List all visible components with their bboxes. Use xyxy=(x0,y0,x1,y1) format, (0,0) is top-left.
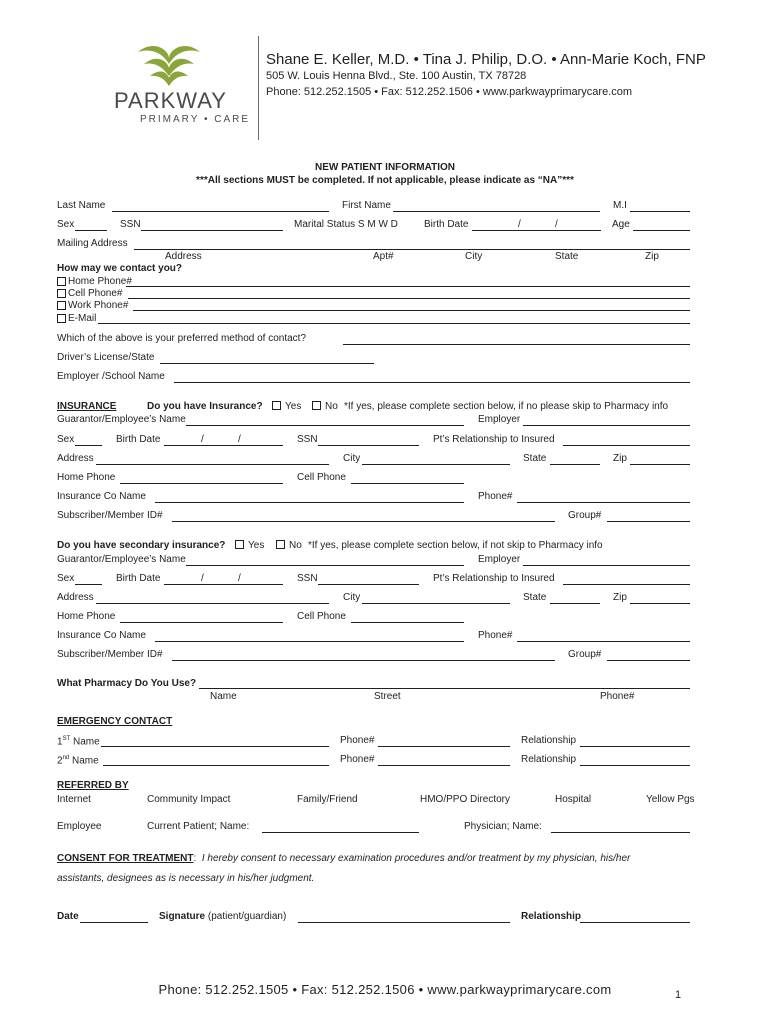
form-title: NEW PATIENT INFORMATION xyxy=(315,162,455,173)
cell-phone-field[interactable] xyxy=(128,298,690,299)
date-slash: / xyxy=(238,434,241,445)
secondary-note: *If yes, please complete section below, if not skip to Pharmacy info xyxy=(308,540,603,551)
date-slash: / xyxy=(238,573,241,584)
insurance-no-checkbox[interactable] xyxy=(312,401,321,410)
referred-physician-field[interactable] xyxy=(551,832,690,833)
ins-address-field[interactable] xyxy=(96,464,329,465)
emergency-first-relationship-field[interactable] xyxy=(580,746,690,747)
sec-group-label: Group# xyxy=(568,649,602,660)
sec-relationship-field[interactable] xyxy=(563,584,690,585)
work-phone-checkbox[interactable] xyxy=(57,301,66,310)
signature-field[interactable] xyxy=(298,922,510,923)
sec-address-label: Address xyxy=(57,592,94,603)
sec-cell-phone-label: Cell Phone xyxy=(297,611,346,622)
ins-zip-label: Zip xyxy=(613,453,627,464)
guarantor-label: Guarantor/Employee’s Name xyxy=(57,414,186,425)
referred-option-hospital[interactable]: Hospital xyxy=(555,794,592,805)
ins-group-label: Group# xyxy=(568,510,602,521)
relationship-field[interactable] xyxy=(580,922,690,923)
sec-ssn-field[interactable] xyxy=(318,584,419,585)
parkway-leaf-icon xyxy=(134,38,204,90)
drivers-license-field[interactable] xyxy=(160,363,374,364)
emergency-first-phone-label: Phone# xyxy=(340,735,375,746)
header-address: 505 W. Louis Henna Blvd., Ste. 100 Austin, TX 78728 xyxy=(266,70,527,82)
ins-member-id-label: Subscriber/Member ID# xyxy=(57,510,163,521)
emergency-second-phone-field[interactable] xyxy=(378,765,510,766)
sec-city-field[interactable] xyxy=(362,603,510,604)
sec-home-phone-label: Home Phone xyxy=(57,611,116,622)
ins-cell-phone-label: Cell Phone xyxy=(297,472,346,483)
signature-label: Signature (patient/guardian) xyxy=(159,911,287,922)
emergency-heading: EMERGENCY CONTACT xyxy=(57,716,173,727)
form-notice: ***All sections MUST be completed. If not applicable, please indicate as “NA”*** xyxy=(196,175,574,186)
ins-ssn-label: SSN xyxy=(297,434,318,445)
employer-school-field[interactable] xyxy=(174,382,690,383)
contact-question: How may we contact you? xyxy=(57,263,183,274)
ssn-label: SSN xyxy=(120,219,141,230)
ins-birth-date-label: Birth Date xyxy=(116,434,161,445)
email-label: E-Mail xyxy=(68,313,97,324)
preferred-contact-label: Which of the above is your preferred method of contact? xyxy=(57,333,307,344)
ins-group-field[interactable] xyxy=(607,521,690,522)
sec-birth-date-label: Birth Date xyxy=(116,573,161,584)
ins-city-field[interactable] xyxy=(362,464,510,465)
consent-heading: CONSENT FOR TREATMENT xyxy=(57,853,194,864)
ins-phone-label: Phone# xyxy=(478,491,513,502)
sec-zip-label: Zip xyxy=(613,592,627,603)
employer-school-label: Employer /School Name xyxy=(57,371,165,382)
emergency-first-phone-field[interactable] xyxy=(378,746,510,747)
mi-label: M.I xyxy=(613,200,627,211)
ins-home-phone-field[interactable] xyxy=(120,483,283,484)
apt-sublabel: Apt# xyxy=(373,251,394,262)
referred-physician-label: Physician; Name: xyxy=(464,821,542,832)
sec-group-field[interactable] xyxy=(607,660,690,661)
sec-sex-label: Sex xyxy=(57,573,75,584)
mailing-address-field[interactable] xyxy=(134,249,690,250)
insurance-note: *If yes, please complete section below, if no please skip to Pharmacy info xyxy=(344,401,669,412)
age-label: Age xyxy=(612,219,630,230)
sec-employer-field[interactable] xyxy=(523,565,690,566)
date-slash: / xyxy=(201,434,204,445)
referred-option-yellow-pages[interactable]: Yellow Pgs xyxy=(646,794,695,805)
sec-member-id-label: Subscriber/Member ID# xyxy=(57,649,163,660)
sec-cell-phone-field[interactable] xyxy=(351,622,464,623)
referred-employee[interactable]: Employee xyxy=(57,821,102,832)
ins-zip-field[interactable] xyxy=(630,464,690,465)
sex-label: Sex xyxy=(57,219,75,230)
home-phone-checkbox[interactable] xyxy=(57,277,66,286)
drivers-license-label: Driver’s License/State xyxy=(57,352,155,363)
home-phone-label: Home Phone# xyxy=(68,276,132,287)
emergency-first-relationship-label: Relationship xyxy=(521,735,577,746)
home-phone-field[interactable] xyxy=(126,286,690,287)
footer-contact: Phone: 512.252.1505 • Fax: 512.252.1506 • www.parkwayprimarycare.com xyxy=(158,982,612,997)
ins-sex-label: Sex xyxy=(57,434,75,445)
state-sublabel: State xyxy=(555,251,579,262)
secondary-no-label: No xyxy=(289,540,302,551)
ins-phone-field[interactable] xyxy=(517,502,690,503)
cell-phone-checkbox[interactable] xyxy=(57,289,66,298)
sec-relationship-label: Pt’s Relationship to Insured xyxy=(433,573,555,584)
email-field[interactable] xyxy=(98,323,690,324)
sec-ssn-label: SSN xyxy=(297,573,318,584)
marital-status-label: Marital Status S M W D xyxy=(294,219,398,230)
emergency-second-name-label: 2nd Name xyxy=(57,755,99,767)
date-label: Date xyxy=(57,911,79,922)
first-name-label: First Name xyxy=(342,200,391,211)
birth-date-label: Birth Date xyxy=(424,219,469,230)
ins-ssn-field[interactable] xyxy=(318,445,419,446)
date-field[interactable] xyxy=(80,922,148,923)
date-slash: / xyxy=(201,573,204,584)
sec-member-id-field[interactable] xyxy=(172,660,555,661)
referred-heading: REFERRED BY xyxy=(57,780,129,791)
insurance-yes-checkbox[interactable] xyxy=(272,401,281,410)
referred-option-family-friend[interactable]: Family/Friend xyxy=(297,794,358,805)
secondary-no-checkbox[interactable] xyxy=(276,540,285,549)
relationship-label: Relationship xyxy=(521,911,582,922)
consent-line-2: assistants, designees as is necessary in his/her judgment. xyxy=(57,873,315,884)
sec-employer-label: Employer xyxy=(478,554,521,565)
insurance-question: Do you have Insurance? xyxy=(147,401,263,412)
consent-text: I hereby consent to necessary examination procedures and/or treatment by my physician, his/her xyxy=(201,853,631,864)
consent-line-1: CONSENT FOR TREATMENT: I hereby consent to necessary examination procedures and/or treatment by my physician, his/her xyxy=(57,853,631,864)
referred-option-internet[interactable]: Internet xyxy=(57,794,91,805)
pharmacy-question: What Pharmacy Do You Use? xyxy=(57,678,197,689)
referred-current-patient-label: Current Patient; Name: xyxy=(147,821,250,832)
zip-sublabel: Zip xyxy=(645,251,659,262)
ins-home-phone-label: Home Phone xyxy=(57,472,116,483)
date-slash: / xyxy=(555,219,558,230)
emergency-second-relationship-field[interactable] xyxy=(580,765,690,766)
insurance-no-label: No xyxy=(325,401,338,412)
emergency-first-name-field[interactable] xyxy=(101,746,329,747)
mailing-address-label: Mailing Address xyxy=(57,238,128,249)
page-number: 1 xyxy=(675,989,682,1001)
emergency-first-name-label: 1ST Name xyxy=(57,736,100,748)
sec-zip-field[interactable] xyxy=(630,603,690,604)
referred-option-hmo-ppo[interactable]: HMO/PPO Directory xyxy=(420,794,511,805)
sec-city-label: City xyxy=(343,592,361,603)
ins-birth-date-field[interactable] xyxy=(164,445,283,446)
sec-state-label: State xyxy=(523,592,547,603)
ins-state-label: State xyxy=(523,453,547,464)
sec-company-field[interactable] xyxy=(155,641,464,642)
logo xyxy=(114,34,251,130)
sec-guarantor-field[interactable] xyxy=(186,565,464,566)
ins-relationship-field[interactable] xyxy=(563,445,690,446)
sec-company-label: Insurance Co Name xyxy=(57,630,146,641)
city-sublabel: City xyxy=(465,251,483,262)
ins-company-label: Insurance Co Name xyxy=(57,491,146,502)
header-contact: Phone: 512.252.1505 • Fax: 512.252.1506 • www.parkwayprimarycare.com xyxy=(266,86,633,98)
ins-company-field[interactable] xyxy=(155,502,464,503)
secondary-question: Do you have secondary insurance? xyxy=(57,540,226,551)
age-field[interactable] xyxy=(633,230,690,231)
work-phone-label: Work Phone# xyxy=(68,300,129,311)
work-phone-field[interactable] xyxy=(133,310,690,311)
sec-state-field[interactable] xyxy=(550,603,600,604)
secondary-yes-checkbox[interactable] xyxy=(235,540,244,549)
pharmacy-field[interactable] xyxy=(199,688,690,689)
first-name-field[interactable] xyxy=(393,211,600,212)
pharmacy-phone-sublabel: Phone# xyxy=(600,691,635,702)
emergency-second-relationship-label: Relationship xyxy=(521,754,577,765)
insurance-yes-label: Yes xyxy=(285,401,302,412)
sex-field[interactable] xyxy=(75,230,107,231)
secondary-yes-label: Yes xyxy=(248,540,265,551)
last-name-label: Last Name xyxy=(57,200,106,211)
sec-guarantor-label: Guarantor/Employee’s Name xyxy=(57,554,186,565)
ins-state-field[interactable] xyxy=(550,464,600,465)
guarantor-field[interactable] xyxy=(186,425,464,426)
pharmacy-street-sublabel: Street xyxy=(374,691,401,702)
cell-phone-label: Cell Phone# xyxy=(68,288,123,299)
birth-date-field[interactable] xyxy=(472,230,601,231)
employer-field[interactable] xyxy=(523,425,690,426)
sec-birth-date-field[interactable] xyxy=(164,584,283,585)
ins-cell-phone-field[interactable] xyxy=(351,483,464,484)
ins-relationship-label: Pt’s Relationship to Insured xyxy=(433,434,555,445)
emergency-second-phone-label: Phone# xyxy=(340,754,375,765)
logo-wordmark: PARKWAY xyxy=(114,88,227,113)
pharmacy-name-sublabel: Name xyxy=(210,691,237,702)
ins-city-label: City xyxy=(343,453,361,464)
insurance-heading: INSURANCE xyxy=(57,401,117,412)
sec-address-field[interactable] xyxy=(96,603,329,604)
ins-address-label: Address xyxy=(57,453,94,464)
sec-phone-field[interactable] xyxy=(517,641,690,642)
ins-member-id-field[interactable] xyxy=(172,521,555,522)
date-slash: / xyxy=(518,219,521,230)
preferred-contact-field[interactable] xyxy=(343,344,690,345)
email-checkbox[interactable] xyxy=(57,314,66,323)
sec-home-phone-field[interactable] xyxy=(120,622,283,623)
sec-phone-label: Phone# xyxy=(478,630,513,641)
mi-field[interactable] xyxy=(630,211,690,212)
employer-label: Employer xyxy=(478,414,521,425)
header-providers: Shane E. Keller, M.D. • Tina J. Philip, D.O. • Ann-Marie Koch, FNP xyxy=(266,51,706,68)
referred-option-community-impact[interactable]: Community Impact xyxy=(147,794,231,805)
address-sublabel: Address xyxy=(165,251,202,262)
logo-tagline: PRIMARY • CARE xyxy=(140,114,251,125)
last-name-field[interactable] xyxy=(112,211,329,212)
header-divider xyxy=(258,36,259,140)
emergency-second-name-field[interactable] xyxy=(103,765,329,766)
referred-current-patient-field[interactable] xyxy=(262,832,419,833)
ssn-field[interactable] xyxy=(141,230,283,231)
ins-sex-field[interactable] xyxy=(75,445,102,446)
sec-sex-field[interactable] xyxy=(75,584,102,585)
